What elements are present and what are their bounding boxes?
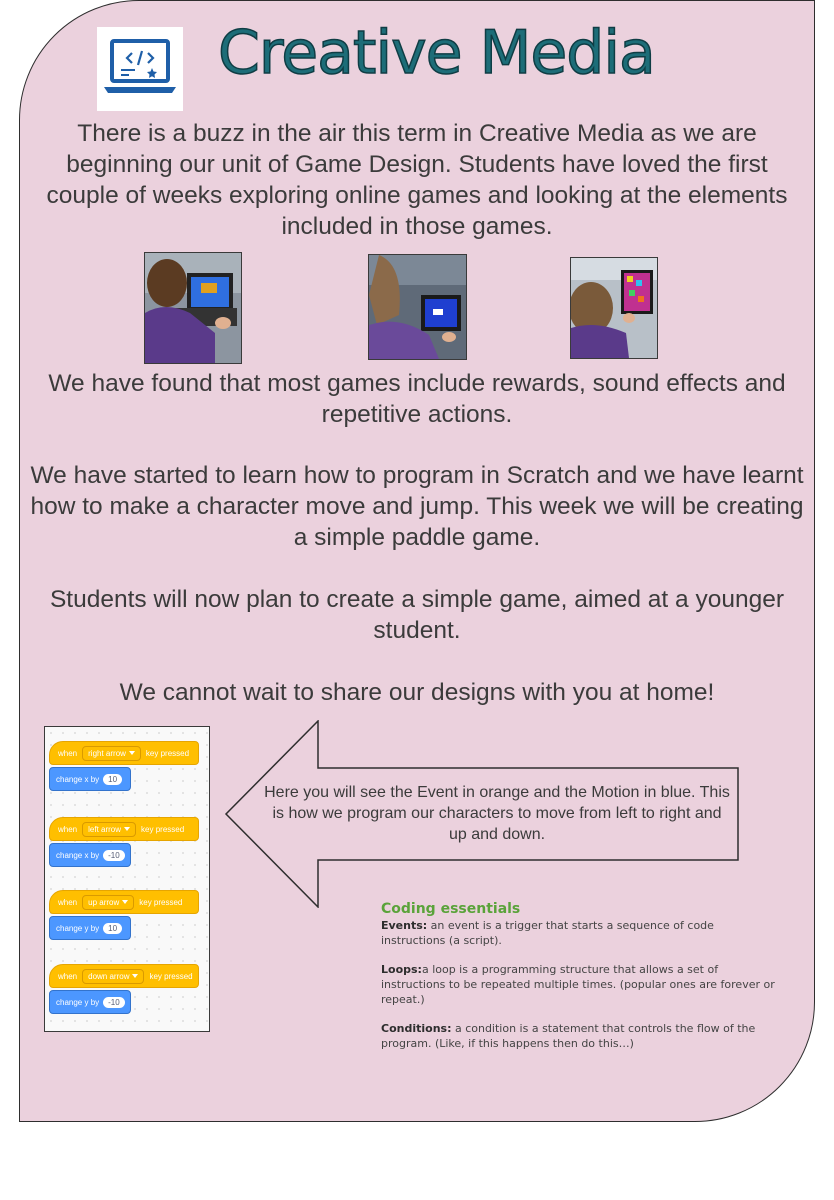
key-dropdown: left arrow <box>82 822 136 837</box>
student-tablet-photo-2 <box>368 254 467 360</box>
chevron-down-icon <box>124 827 130 831</box>
coding-essentials-heading: Coding essentials <box>381 901 521 917</box>
scratch-code-screenshot <box>44 726 210 1032</box>
event-block-right: when right arrow key pressed <box>49 741 199 765</box>
student-tablet-photo-1 <box>144 252 242 364</box>
laptop-code-icon <box>97 27 183 111</box>
motion-block-right: change x by 10 <box>49 767 131 791</box>
chevron-down-icon <box>129 751 135 755</box>
chevron-down-icon <box>122 900 128 904</box>
intro-paragraph: There is a buzz in the air this term in Creative Media as we are beginning our unit of Game Design. Students have loved the first couple of weeks exploring online games and looking at the elements included in those games. <box>46 120 788 240</box>
plan-paragraph: Students will now plan to create a simple game, aimed at a younger student. <box>49 586 785 644</box>
essentials-events: Events: an event is a trigger that starts a sequence of code instructions (a script). <box>381 919 714 947</box>
motion-block-down: change y by -10 <box>49 990 131 1014</box>
motion-block-up: change y by 10 <box>49 916 131 940</box>
page-title: Creative Media <box>218 18 655 88</box>
motion-block-left: change x by -10 <box>49 843 131 867</box>
event-block-left: when left arrow key pressed <box>49 817 199 841</box>
event-block-up: when up arrow key pressed <box>49 890 199 914</box>
key-dropdown: up arrow <box>82 895 134 910</box>
essentials-conditions: Conditions: a condition is a statement that controls the flow of the program. (Like, if this happens then do this…) <box>381 1022 756 1050</box>
share-paragraph: We cannot wait to share our designs with you at home! <box>119 679 715 706</box>
event-block-down: when down arrow key pressed <box>49 964 199 988</box>
games-elements-paragraph: We have found that most games include rewards, sound effects and repetitive actions. <box>48 370 786 428</box>
student-tablet-photo-3 <box>570 257 658 359</box>
coding-essentials <box>381 900 781 1065</box>
essentials-loops: Loops:a loop is a programming structure that allows a set of instructions to be repeated multiple times. (popular ones are forever or repeat.) <box>381 963 775 1006</box>
key-dropdown: right arrow <box>82 746 141 761</box>
chevron-down-icon <box>132 974 138 978</box>
key-dropdown: down arrow <box>82 969 144 984</box>
scratch-paragraph: We have started to learn how to program in Scratch and we have learnt how to make a character move and jump. This week we will be creating a simple paddle game. <box>30 462 804 551</box>
arrow-callout-text: Here you will see the Event in orange and the Motion in blue. This is how we program our characters to move from left to right and up and down. <box>264 784 730 843</box>
